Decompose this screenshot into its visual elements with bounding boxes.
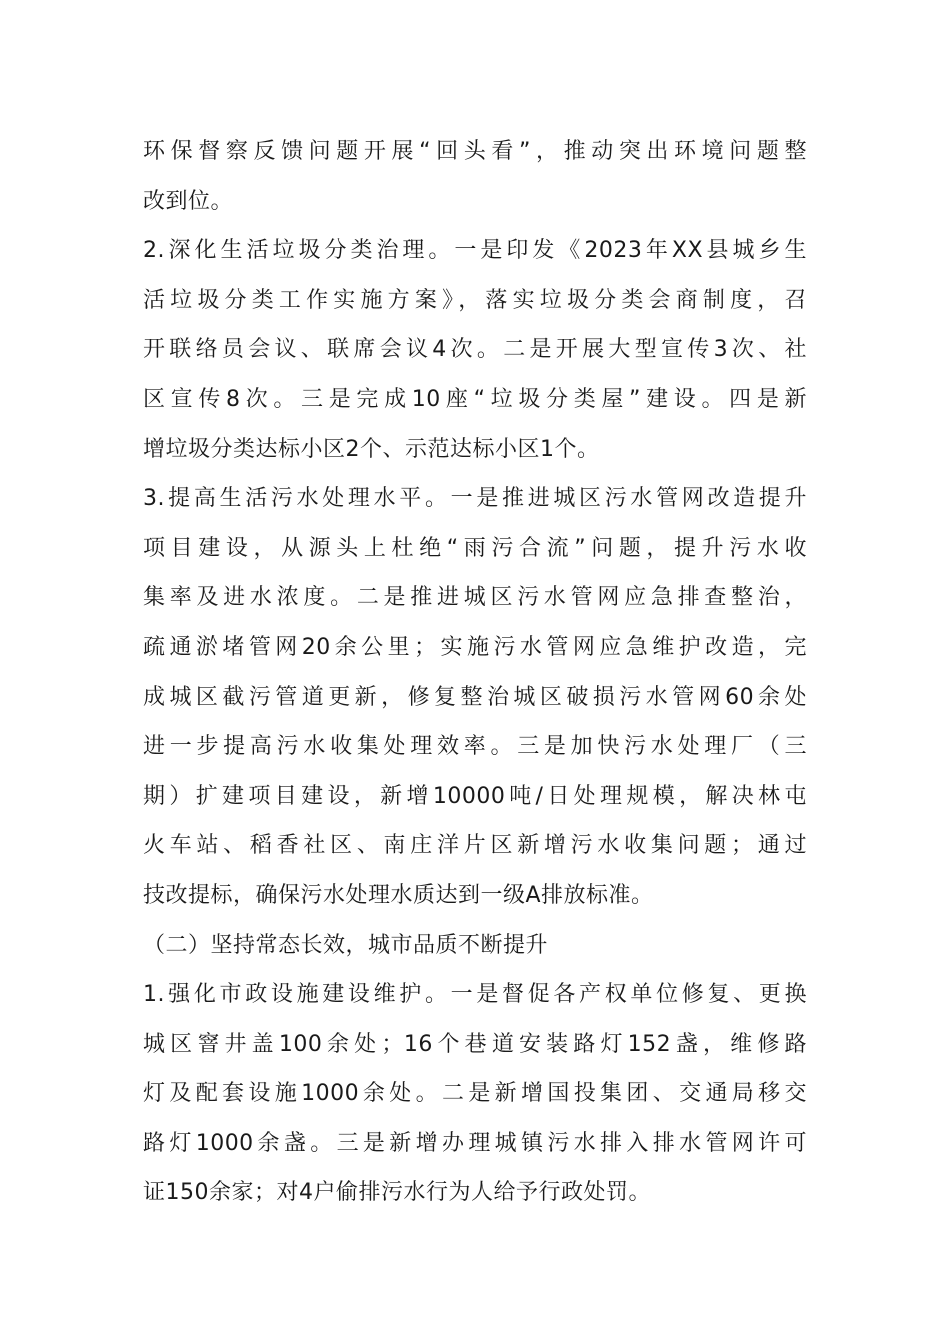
subsection-heading: （二）坚持常态长效，城市品质不断提升 (143, 932, 549, 958)
section-heading-line: 2.深化生活垃圾分类治理。一是印发《2023年XX县城乡生 (143, 238, 807, 264)
text-line: 灯及配套设施1000余处。二是新增国投集团、交通局移交 (143, 1081, 807, 1107)
section-heading-line: 1.强化市政设施建设维护。一是督促各产权单位修复、更换 (143, 982, 807, 1008)
text-line: 城区窨井盖100余处；16个巷道安装路灯152盏，维修路 (143, 1031, 807, 1057)
text-line: 区宣传8次。三是完成10座“垃圾分类屋”建设。四是新 (143, 386, 807, 412)
text-line: 项目建设，从源头上杜绝“雨污合流”问题，提升污水收 (143, 535, 807, 561)
text-line: 证150余家；对4户偷排污水行为人给予行政处罚。 (143, 1180, 651, 1206)
text-line: 成城区截污管道更新，修复整治城区破损污水管网60余处 (143, 684, 807, 710)
text-line: 开联络员会议、联席会议4次。二是开展大型宣传3次、社 (143, 337, 807, 363)
text-line: 增垃圾分类达标小区2个、示范达标小区1个。 (143, 436, 600, 462)
text-line: 期）扩建项目建设，新增10000吨/日处理规模，解决林屯 (143, 783, 807, 809)
text-line: 火车站、稻香社区、南庄洋片区新增污水收集问题；通过 (143, 833, 807, 859)
text-line: 技改提标，确保污水处理水质达到一级A排放标准。 (143, 882, 654, 908)
text-line: 改到位。 (143, 188, 234, 214)
text-line: 进一步提高污水收集处理效率。三是加快污水处理厂（三 (143, 734, 807, 760)
text-line: 活垃圾分类工作实施方案》，落实垃圾分类会商制度，召 (143, 287, 807, 313)
section-heading-line: 3.提高生活污水处理水平。一是推进城区污水管网改造提升 (143, 486, 807, 512)
document-body (143, 127, 807, 1218)
text-line: 路灯1000余盏。三是新增办理城镇污水排入排水管网许可 (143, 1130, 807, 1156)
text-line: 集率及进水浓度。二是推进城区污水管网应急排查整治， (143, 585, 807, 611)
text-line: 疏通淤堵管网20余公里；实施污水管网应急维护改造，完 (143, 634, 807, 660)
text-line: 环保督察反馈问题开展“回头看”，推动突出环境问题整 (143, 139, 807, 164)
